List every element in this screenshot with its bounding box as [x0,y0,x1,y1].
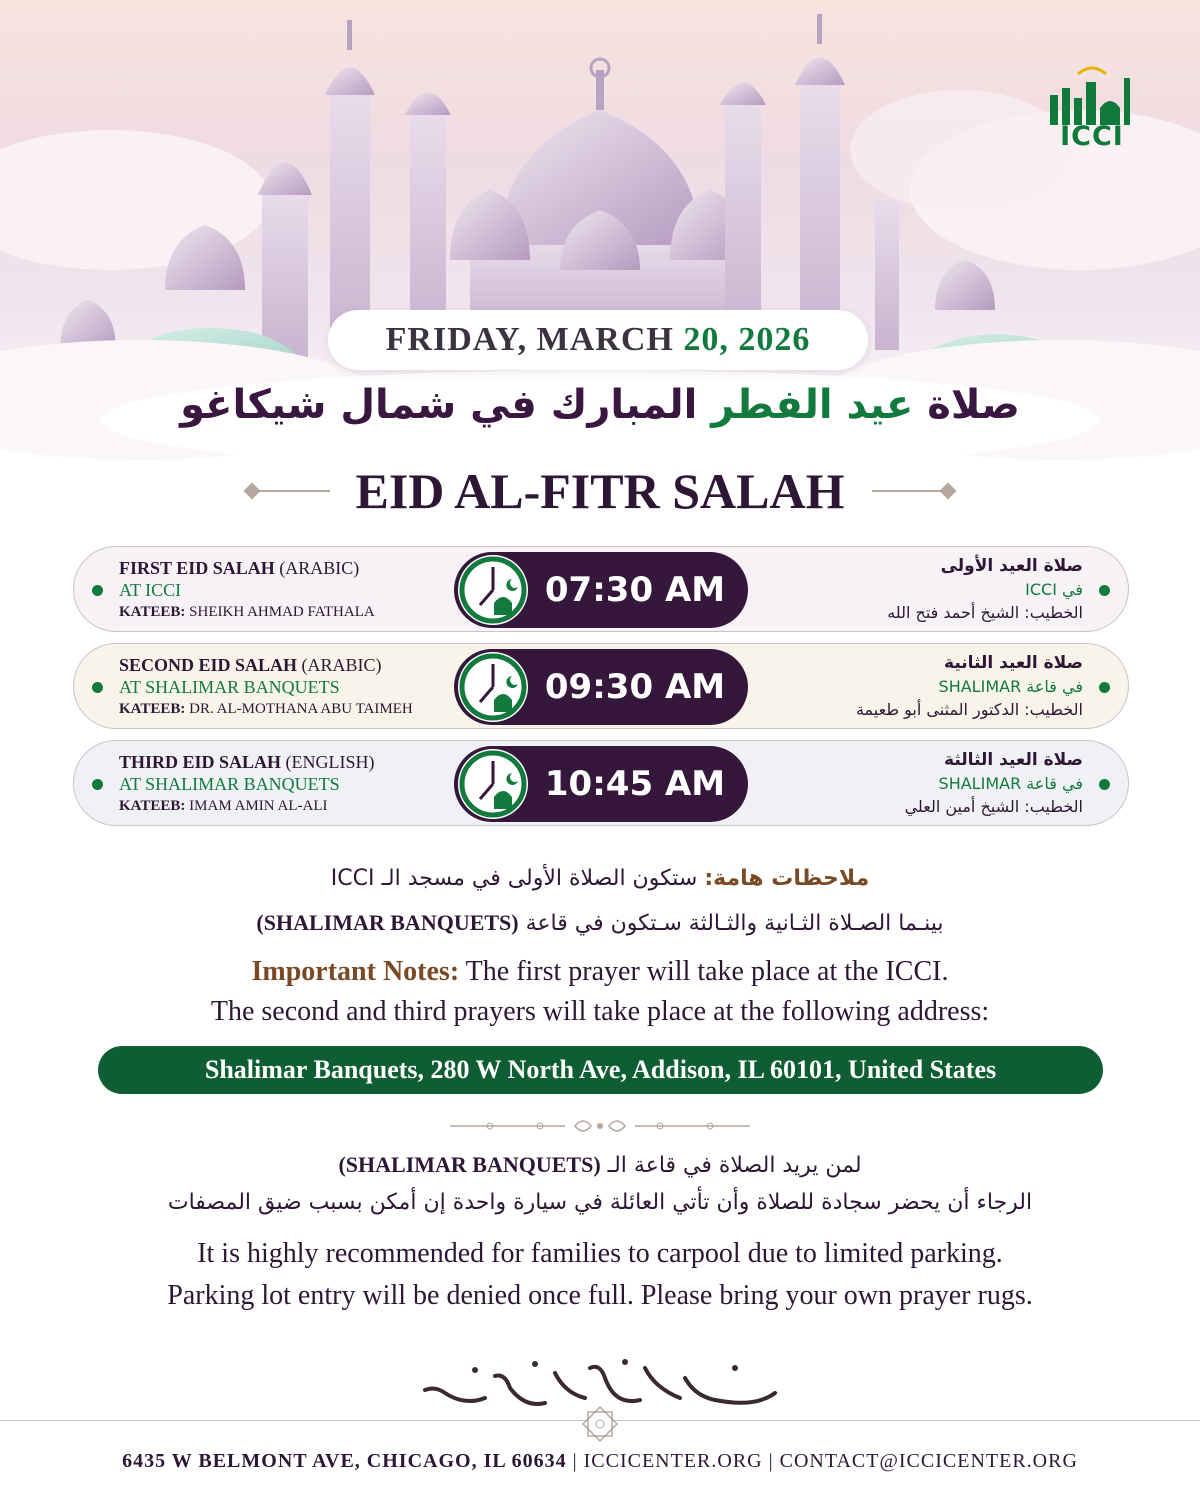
date-suffix: 20, 2026 [683,321,811,358]
en-note-label: Important Notes: [251,956,460,987]
prayer-ar-title: صلاة العيد الأولى [940,556,1083,576]
kateeb-label: KATEEB: [119,701,186,717]
prayer-en-kateeb [119,795,459,817]
prayer-ar-location: في قاعة SHALIMAR [938,677,1083,696]
ar-note-text: بينـما الصـلاة الثـانية والثـالثة سـتكون في قاعة [525,911,944,936]
english-title-row [0,462,1200,522]
icci-logo [1044,60,1140,156]
footer-separator: | [768,1450,774,1472]
prayer-en-details [119,654,459,720]
prayer-en-location: AT SHALIMAR BANQUETS [119,677,340,697]
footer-address: 6435 W BELMONT AVE, CHICAGO, IL 60634 [122,1450,567,1472]
ar-note-text: ستكون الصلاة الأولى في مسجد الـ ICCI [330,866,698,891]
bullet-dot [92,585,103,596]
prayer-ar-kateeb: الخطيب: الشيخ أحمد فتح الله [887,603,1083,622]
prayer-time: 10:45 AM [544,764,726,804]
prayer-card-first [73,546,1129,632]
prayer-en-name: FIRST EID SALAH [119,558,275,578]
prayer-time: 09:30 AM [544,667,726,707]
bullet-dot [1099,779,1110,790]
prayer-card-third [73,740,1129,826]
prayer-en-name: THIRD EID SALAH [119,752,282,772]
prayer-time-pill [454,746,748,822]
venue-address: Shalimar Banquets, 280 W North Ave, Addison, IL 60101, United States [98,1046,1103,1094]
parking-en-line1: It is highly recommended for families to carpool due to limited parking. [197,1238,1003,1269]
footer-contact [0,1450,1200,1473]
prayer-en-details [119,557,459,623]
bullet-dot [92,779,103,790]
bullet-dot [1099,585,1110,596]
prayer-ar-details [743,555,1083,624]
kateeb-label: KATEEB: [119,798,186,814]
prayer-en-details [119,751,459,817]
prayer-ar-details [743,652,1083,721]
bullet-dot [1099,682,1110,693]
parking-ar-line1 [0,1152,1200,1178]
prayer-en-title [119,751,459,773]
prayer-ar-kateeb: الخطيب: الدكتور المثنى أبو طعيمة [855,700,1083,719]
footer-separator: | [572,1450,578,1472]
parking-ar-line2: الرجاء أن يحضر سجادة للصلاة وأن تأتي العائلة في سيارة واحدة إن أمكن بسبب ضيق المصفات [167,1190,1033,1215]
footer-website-link[interactable]: ICCICENTER.ORG [583,1450,763,1472]
parking-ar-venue: (SHALIMAR BANQUETS) [338,1152,601,1177]
ar-note-venue: (SHALIMAR BANQUETS) [256,910,519,935]
ar-note-line1 [0,866,1200,891]
prayer-time-pill [454,552,748,628]
clock-mosque-icon [456,553,530,627]
prayer-ar-title: صلاة العيد الثالثة [944,750,1083,770]
kateeb-name: DR. AL-MOTHANA ABU TAIMEH [189,701,413,717]
prayer-time-pill [454,649,748,725]
ar-title-green: عيد الفطر [711,382,914,428]
parking-en-line2: Parking lot entry will be denied once full. Please bring your own prayer rugs. [167,1280,1033,1311]
prayer-ar-kateeb: الخطيب: الشيخ أمين العلي [904,797,1083,816]
prayer-en-location: AT SHALIMAR BANQUETS [119,774,340,794]
clock-mosque-icon [456,747,530,821]
bullet-dot [92,682,103,693]
arabic-title [0,382,1200,428]
prayer-ar-location: في ICCI [1025,580,1083,599]
date-prefix: FRIDAY, MARCH [385,321,674,358]
logo-text: ICCI [1060,121,1124,152]
star-ornament-icon [580,1404,620,1444]
hero-illustration [0,0,1200,460]
en-note-line2: The second and third prayers will take place at the following address: [210,996,990,1027]
ar-title-part-a: صلاة [927,382,1020,428]
kateeb-name: SHEIKH AHMAD FATHALA [189,604,375,620]
prayer-time: 07:30 AM [544,570,726,610]
event-date [328,310,868,370]
prayer-ar-title: صلاة العيد الثانية [944,653,1083,673]
en-note-line1 [0,956,1200,988]
en-note-text: The first prayer will take place at the ICCI. [465,956,949,987]
ar-title-part-b: المبارك في شمال شيكاغو [180,382,698,428]
prayer-language: (ARABIC) [301,655,382,675]
ar-note-label: ملاحظات هامة: [704,866,870,891]
prayer-language: (ARABIC) [279,558,360,578]
footer-email-link[interactable]: CONTACT@ICCICENTER.ORG [779,1450,1078,1472]
prayer-card-second [73,643,1129,729]
prayer-en-title [119,557,459,579]
clock-mosque-icon [456,650,530,724]
prayer-en-kateeb [119,601,459,623]
ornament-divider [450,1113,750,1139]
english-title: EID AL-FITR SALAH [355,463,845,519]
prayer-ar-location: في قاعة SHALIMAR [938,774,1083,793]
parking-ar-text: لمن يريد الصلاة في قاعة الـ [607,1153,862,1178]
prayer-ar-details [743,749,1083,818]
prayer-en-kateeb [119,698,459,720]
prayer-language: (ENGLISH) [285,752,375,772]
kateeb-name: IMAM AMIN AL-ALI [189,798,328,814]
kateeb-label: KATEEB: [119,604,186,620]
prayer-en-name: SECOND EID SALAH [119,655,298,675]
prayer-en-location: AT ICCI [119,580,182,600]
ar-note-line2 [0,910,1200,936]
prayer-en-title [119,654,459,676]
